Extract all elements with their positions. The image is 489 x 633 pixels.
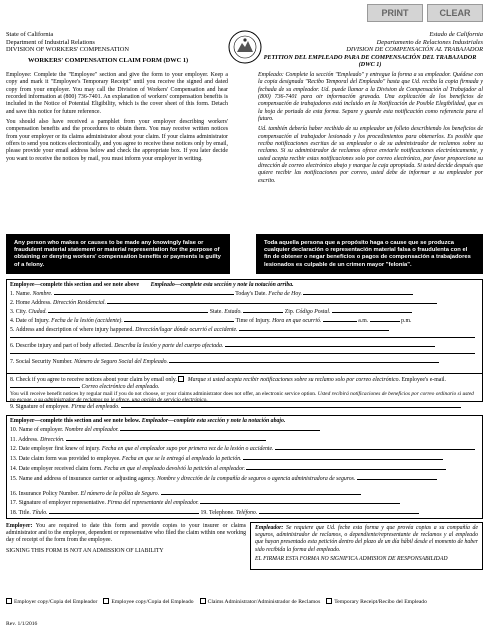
employer-row-field[interactable] (243, 459, 443, 460)
body-field[interactable] (225, 346, 435, 347)
state-seal-icon (228, 30, 262, 64)
email-check-row (10, 376, 479, 391)
employer-row (10, 500, 483, 507)
employer-note-en-text: You are required to date this form and provide copies to your insurer or claims administrator and to the employee, dependent or representative who filed the claim within one working day of receipt of the form from the employee. (6, 523, 247, 544)
employer-note-en-body (6, 523, 246, 545)
phone-label: 19. Telephone. (200, 510, 235, 516)
form-title-es: PETITION DEL EMPLEADO PARA DE COMPENSACIÓN DEL TRABAJADOR (DWC 1) (263, 54, 477, 69)
body-field-2[interactable] (10, 353, 475, 354)
revision: Rev. 1/1/2016 (6, 621, 38, 627)
time-label: Time of Injury. (235, 318, 271, 324)
employee-heading (10, 282, 483, 289)
clear-button[interactable]: CLEAR (427, 4, 483, 22)
time-field[interactable] (323, 321, 357, 322)
employer-row (10, 491, 483, 498)
copy-temp-receipt-checkbox[interactable] (326, 598, 332, 604)
email-label: Employee's e-mail. (401, 377, 446, 383)
employer-row (10, 476, 483, 483)
phone-label-es: Teléfono. (236, 510, 258, 516)
print-button[interactable]: PRINT (367, 4, 423, 22)
employer-row (10, 456, 483, 463)
body-row-2 (10, 350, 483, 357)
employer-row (10, 427, 483, 434)
phone-field[interactable] (259, 513, 419, 514)
copy-temp-receipt-label: Temporary Receipt/Recibo del Empleado (334, 599, 427, 605)
body-row (10, 343, 483, 350)
doi-label: 4. Date of Injury. (10, 318, 50, 324)
employer-row-label-es: Fecha en que el empleador supo por primera vez de la lesión o accidente. (101, 446, 274, 452)
instructions-en (6, 72, 228, 163)
employer-heading-en: Employer—complete this section and see note below. (10, 418, 141, 424)
doi-row (10, 318, 483, 325)
employer-row-label-es: Dirección. (40, 437, 65, 443)
employer-heading-es: Empleador—complete esta sección y note la notación abajo. (141, 418, 286, 424)
employer-row-label-es: Nombre del empleador. (64, 427, 119, 433)
instructions-es-p1: Empleado: Complete la sección "Empleado" y entregue la forma a su empleador. Quédese con la copia designada "Recibo Temporal del Empleado" hasta que Ud. reciba la copia firmada y fechada de su empleador. Ud. puede llamar a la Division de Compensación al Trabajador al (800) 736-7401 para oir información gravada. Una explicación de los beneficios de compensación de trabajadores está incluido en la Notificación de Posible Elegibilidad, que es la hoja de portada de esta forma. Separe y guarde esta notificación como referencia para el futuro. (258, 72, 483, 123)
name-field[interactable] (54, 294, 234, 295)
email-only-checkbox[interactable] (178, 376, 184, 382)
sig-label: 9. Signature of employee. (10, 404, 70, 410)
form-title: WORKERS' COMPENSATION CLAIM FORM (DWC 1) (28, 57, 189, 64)
employer-row-field[interactable] (246, 469, 446, 470)
header-state-es: Estado de California (429, 31, 483, 38)
home-label: 2. Home Address. (10, 300, 52, 306)
instructions-es-p2: Ud. también debería haber recibido de su empleador un folleto describiendo los beneficios de compensación al trabajador lesionado y los procedimientos para obtenerlos. Es posible que reciba notificaciones escritas de su empleador o de su administrador de reclamos sobre su reclamo. Si su administrador de reclamos ofrece enviarle notificaciones electrónicamente, y usted acepta recibir estas notificaciones solo por correo electrónico, por favor proporcione su dirección de correo electrónico abajo y marque la caja apropiada. Si usted decide después que quiere recibir las notificaciones por correo, usted debe de informar a su empleador por escrito. (258, 126, 483, 184)
employer-row-label-es: Fecha en que se le entregó al empleado la petición. (122, 456, 242, 462)
sig-label-es: Firma del empleado. (71, 404, 120, 410)
state-field[interactable] (243, 312, 283, 313)
copy-temp-receipt[interactable] (326, 598, 427, 605)
fraud-warning-en: Any person who makes or causes to be made any knowingly false or fraudulent material statement or material representation for the purpose of obtaining or denying workers' compensation benefits or payments is guilty of a felony. (6, 234, 230, 274)
email-check-label: 8. Check if you agree to receive notices about your claim by email only. (10, 377, 177, 383)
employer-row-label-es: El número de la póliza de Seguro. (80, 491, 160, 497)
address-field[interactable] (239, 330, 389, 331)
home-field[interactable] (107, 303, 437, 304)
employer-row-label: 15. Name and address of insurance carrier or adjusting agency. (10, 476, 156, 482)
zip-field[interactable] (332, 312, 412, 313)
mail-note-es: Usted recibirá notificaciones de beneficios por correo ordinario si usted no escoge, o su administrador de reclamos no le ofrece, una opción de servicio electrónico. (10, 391, 474, 404)
instructions-en-p2: You should also have received a pamphlet from your employer describing workers' compensation benefits and the procedures to obtain them. You may receive written notices from your employer or its claims administrator about your claim. If your claims administrator offers to send you notices electronically, and you agree to receive these notices only by email, please provide your email address below and check the appropriate box. If you later decide you want to receive the notices by mail, you must inform your employer in writing. (6, 119, 228, 162)
employer-row-label: 11. Address. (10, 437, 39, 443)
instructions-en-p1: Employee: Complete the "Employee" section and give the form to your employer. Keep a copy and mark it "Employee's Temporary Receipt" until you receive the signed and dated copy from your employer. You may call the Division of Workers' Compensation and hear recorded information at (800) 736-7401. An explanation of workers' compensation benefits is included in the Notice of Potential Eligibility, which is the cover sheet of this form. Detach and save this notice for future reference. (6, 72, 228, 115)
employer-row-label-es: Fecha en que el empleado devolvió la petición al empleador. (104, 466, 246, 472)
name-row (10, 291, 483, 298)
am-label: a.m. (358, 318, 369, 324)
fraud-warning-es: Toda aquella persona que a propósito haga o cause que se produzca cualquier declaración o representación material falsa o fraudulenta con el fin de obtener o negar beneficios o pagos de compensación a trabajadores lesionados es culpable de un crimen mayor "felonía". (256, 234, 483, 274)
employer-row-label: 16. Insurance Policy Number. (10, 491, 80, 497)
employer-row-label: 14. Date employer received claim form. (10, 466, 103, 472)
copy-employer-checkbox[interactable] (6, 598, 12, 604)
copy-employee-checkbox[interactable] (103, 598, 109, 604)
employer-note-en (6, 523, 246, 568)
body-label-es: Describa la lesión y parte del cuerpo afectada. (114, 343, 224, 349)
employer-row-field[interactable] (200, 503, 400, 504)
employer-note-es-body (255, 525, 478, 554)
employer-note-es (250, 522, 483, 570)
title-field[interactable] (49, 513, 199, 514)
employer-row (10, 437, 483, 444)
name-label-es: Nombre. (32, 291, 53, 297)
state-label: State. (209, 309, 223, 315)
title-label: 18. Title. (10, 510, 31, 516)
pm-label: p.m. (401, 318, 412, 324)
header-division: DIVISION OF WORKERS' COMPENSATION (6, 46, 129, 54)
copy-claims-admin-label: Claims Administrator/Administrador de Reclamos (207, 599, 321, 605)
address-field-2[interactable] (10, 337, 475, 338)
employer-row-field[interactable] (357, 479, 437, 480)
copy-employer-label: Employer copy/Copia del Empleador (14, 599, 98, 605)
copy-employee-label: Employee copy/Copia del Empleado (111, 599, 194, 605)
doi-label-es: Fecha de la lesión (accidente). (51, 318, 123, 324)
employer-row-field[interactable] (275, 449, 475, 450)
header-division-es: DIVISION DE COMPENSACIÓN AL TRABAJADOR (346, 46, 483, 54)
sig-row (10, 404, 483, 411)
email-label-es: Correo electrónico del empleado. (81, 384, 160, 390)
employee-heading-en: Employee—complete this section and see note above (10, 282, 140, 288)
mail-note-row (10, 391, 479, 403)
header-left (6, 31, 129, 54)
employer-note-en-admission: SIGNING THIS FORM IS NOT AN ADMISSION OF LIABILITY (6, 547, 164, 554)
title-row (10, 510, 483, 517)
today-field[interactable] (303, 294, 413, 295)
today-label: Today's Date. (235, 291, 267, 297)
ssn-label: 7. Social Security Number. (10, 359, 73, 365)
copy-claims-admin-checkbox[interactable] (200, 598, 206, 604)
mail-note: You will receive benefit notices by regular mail if you do not choose, or your claims administrator does not offer, an electronic service option. (10, 391, 317, 397)
email-check-label-es: Marque si usted acepta recibir notificaciones sobre su reclamo solo por correo electrónico. (187, 377, 401, 383)
copy-checkboxes (6, 598, 483, 605)
employer-note-en-lead: Employer: (6, 523, 33, 529)
zip-label: Zip. (284, 309, 295, 315)
name-label: 1. Name. (10, 291, 32, 297)
home-row (10, 300, 483, 307)
employer-row-label: 12. Date employer first knew of injury. (10, 446, 101, 452)
title-label-es: Título. (32, 510, 48, 516)
pm-field[interactable] (370, 321, 400, 322)
address-label: 5. Address and description of where injury happened. (10, 327, 134, 333)
employer-row-label: 13. Date claim form was provided to employee. (10, 456, 121, 462)
address-label-es: Dirección/lugar dónde ocurrió el accidente. (135, 327, 238, 333)
employer-row (10, 466, 483, 473)
address-row-2 (10, 334, 483, 341)
today-label-es: Fecha de Hoy. (268, 291, 302, 297)
city-label: 3. City. (10, 309, 27, 315)
city-label-es: Ciudad. (28, 309, 47, 315)
employer-note-es-lead: Empleador: (255, 525, 284, 531)
header-right (346, 31, 483, 54)
header-dept: Department of Industrial Relations (6, 38, 95, 46)
ssn-row (10, 359, 483, 366)
employer-row-label: 17. Signature of employer representative. (10, 500, 106, 506)
employer-row-field[interactable] (161, 494, 361, 495)
copy-employee[interactable] (103, 598, 193, 605)
employer-row-field[interactable] (120, 430, 320, 431)
body-label: 6. Describe injury and part of body affected. (10, 343, 113, 349)
zip-label-es: Código Postal. (295, 309, 331, 315)
doi-field[interactable] (124, 321, 234, 322)
employer-heading (10, 418, 483, 425)
employee-heading-es: Empleado—complete esta sección y note la notación arriba. (150, 282, 294, 288)
email-field[interactable] (10, 387, 80, 388)
copy-claims-admin[interactable] (200, 598, 321, 605)
employer-note-es-admission: EL FIRMAR ESTA FORMA NO SIGNIFICA ADMISION DE RESPONSABILIDAD (255, 555, 448, 562)
sig-field[interactable] (121, 407, 461, 408)
home-label-es: Dirección Residencial. (53, 300, 106, 306)
ssn-label-es: Número de Seguro Social del Empleado. (74, 359, 169, 365)
employer-note-es-text: Se requiere que Ud. feche esta forma y que provéa copias a su compañía de seguros, administrador de reclamos, o dependiente/representante de reclamos y al empleado que hayan presentado esta petición dentro del plazo de un día hábil desde el momento de haber sido recibida la forma del empleado. (255, 525, 478, 553)
employer-row-field[interactable] (66, 440, 266, 441)
city-row (10, 309, 483, 316)
instructions-es (258, 72, 483, 185)
header-state: State of California (6, 31, 54, 38)
employer-row (10, 446, 483, 453)
employer-row-label-es: Nombre y dirección de la compañía de seguros o agencia administradora de seguros. (157, 476, 356, 482)
employer-row-label-es: Firma del representante del empleador. (107, 500, 199, 506)
employer-row-label: 10. Name of employer. (10, 427, 64, 433)
copy-employer[interactable] (6, 598, 97, 605)
state-label-es: Estado. (224, 309, 242, 315)
header-dept-es: Departamento de Relaciones Industriales (376, 38, 483, 46)
address-row (10, 327, 483, 334)
time-label-es: Hora en que ocurrió. (272, 318, 322, 324)
ssn-field[interactable] (169, 362, 439, 363)
city-field[interactable] (48, 312, 208, 313)
